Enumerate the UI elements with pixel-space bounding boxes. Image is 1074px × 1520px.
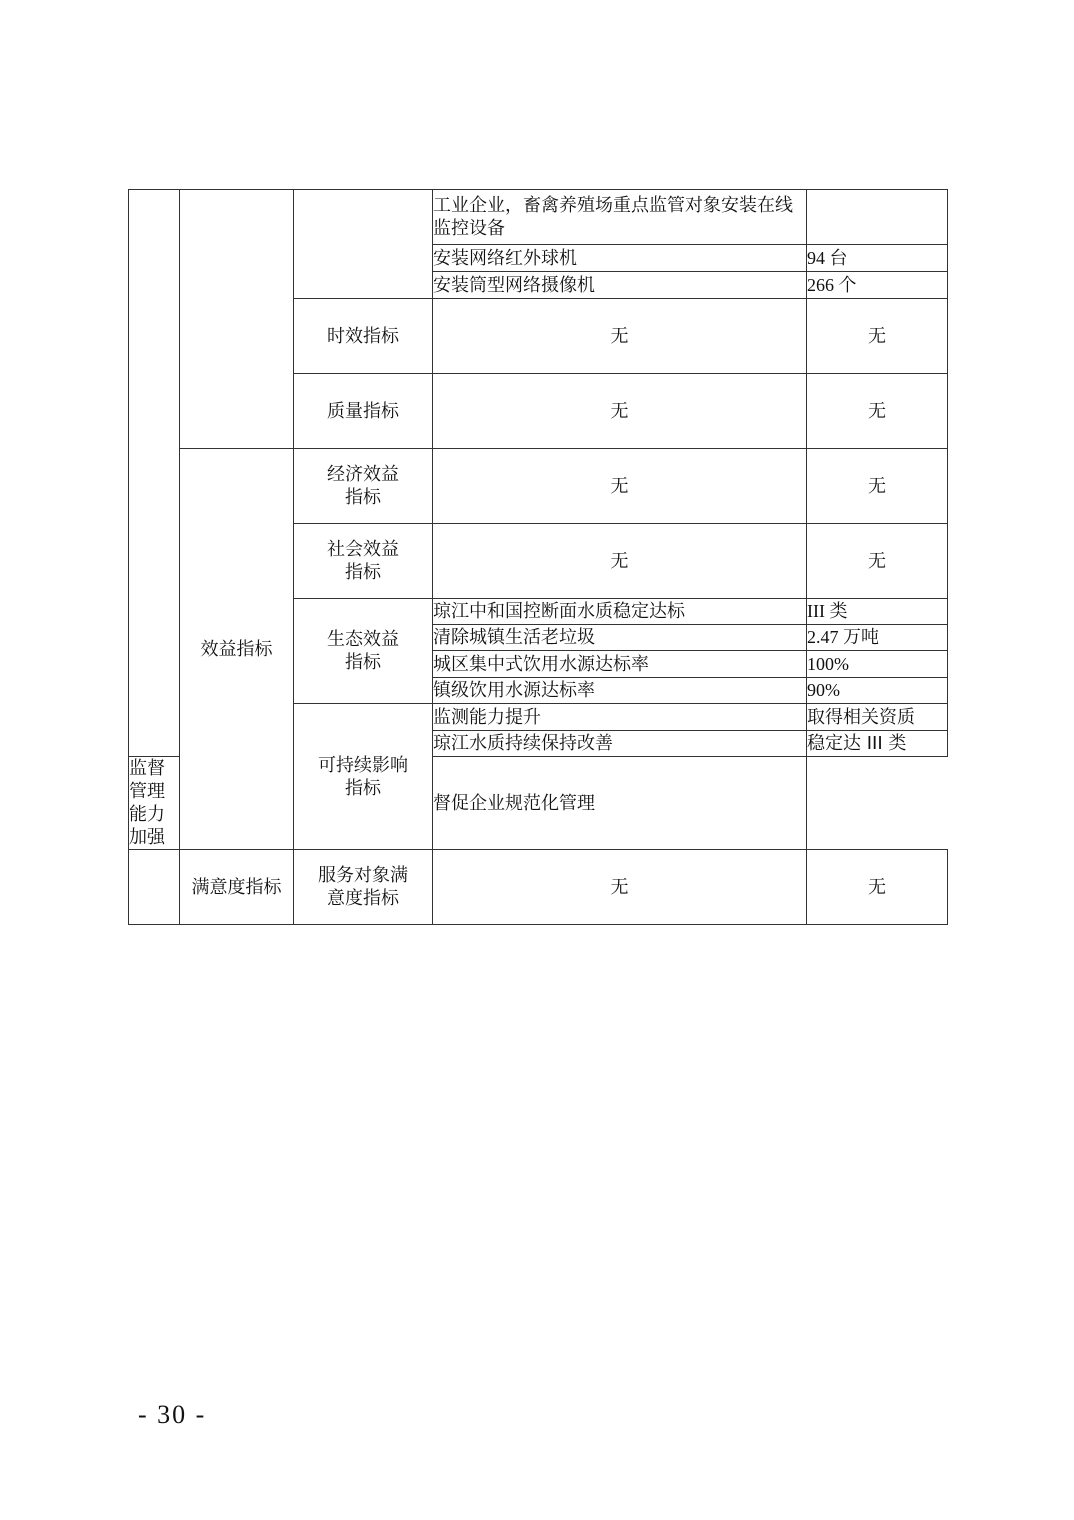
indicator-value: 督促企业规范化管理 — [433, 757, 807, 850]
indicator-content: 无 — [433, 299, 807, 374]
output-category-cell — [180, 190, 294, 449]
indicator-content: 工业企业，畜禽养殖场重点监管对象安装在线监控设备 — [433, 190, 807, 245]
indicator-value: 90% — [807, 678, 948, 704]
timeliness-label: 时效指标 — [294, 299, 433, 374]
indicator-table — [128, 189, 948, 925]
indicator-content: 安装筒型网络摄像机 — [433, 272, 807, 299]
indicator-content: 琼江中和国控断面水质稳定达标 — [433, 599, 807, 625]
indicator-content: 清除城镇生活老垃圾 — [433, 625, 807, 651]
economic-label: 经济效益指标 — [294, 449, 433, 524]
indicator-content: 城区集中式饮用水源达标率 — [433, 651, 807, 678]
level1-cell — [129, 190, 180, 757]
satisfaction-sub-label: 服务对象满意度指标 — [294, 850, 433, 925]
indicator-value: 266 个 — [807, 272, 948, 299]
indicator-content: 镇级饮用水源达标率 — [433, 678, 807, 704]
indicator-value: 取得相关资质 — [807, 704, 948, 731]
indicator-value: 94 台 — [807, 245, 948, 272]
indicator-content: 监督管理能力加强 — [129, 757, 180, 850]
table-row — [129, 449, 948, 524]
table-row — [129, 850, 948, 925]
indicator-value: 无 — [807, 850, 948, 925]
output-subcategory-cell — [294, 190, 433, 299]
indicator-content: 无 — [433, 449, 807, 524]
social-label: 社会效益指标 — [294, 524, 433, 599]
indicator-value: 无 — [807, 374, 948, 449]
indicator-value: 无 — [807, 449, 948, 524]
indicator-value: III 类 — [807, 599, 948, 625]
quality-label: 质量指标 — [294, 374, 433, 449]
satisfaction-label: 满意度指标 — [180, 850, 294, 925]
indicator-value: 无 — [807, 524, 948, 599]
indicator-value: 无 — [807, 299, 948, 374]
level1-cell — [129, 850, 180, 925]
sustainable-label: 可持续影响指标 — [294, 704, 433, 850]
indicator-content: 无 — [433, 850, 807, 925]
page-number: - 30 - — [138, 1400, 207, 1429]
table-row — [129, 190, 948, 245]
indicator-value: 2.47 万吨 — [807, 625, 948, 651]
ecological-label: 生态效益指标 — [294, 599, 433, 704]
indicator-value: 稳定达 III 类 — [807, 731, 948, 757]
indicator-value: 100% — [807, 651, 948, 678]
indicator-content: 安装网络红外球机 — [433, 245, 807, 272]
indicator-value — [807, 190, 948, 245]
indicator-content: 无 — [433, 524, 807, 599]
indicator-content: 无 — [433, 374, 807, 449]
benefit-label: 效益指标 — [180, 449, 294, 850]
indicator-content: 监测能力提升 — [433, 704, 807, 731]
indicator-content: 琼江水质持续保持改善 — [433, 731, 807, 757]
